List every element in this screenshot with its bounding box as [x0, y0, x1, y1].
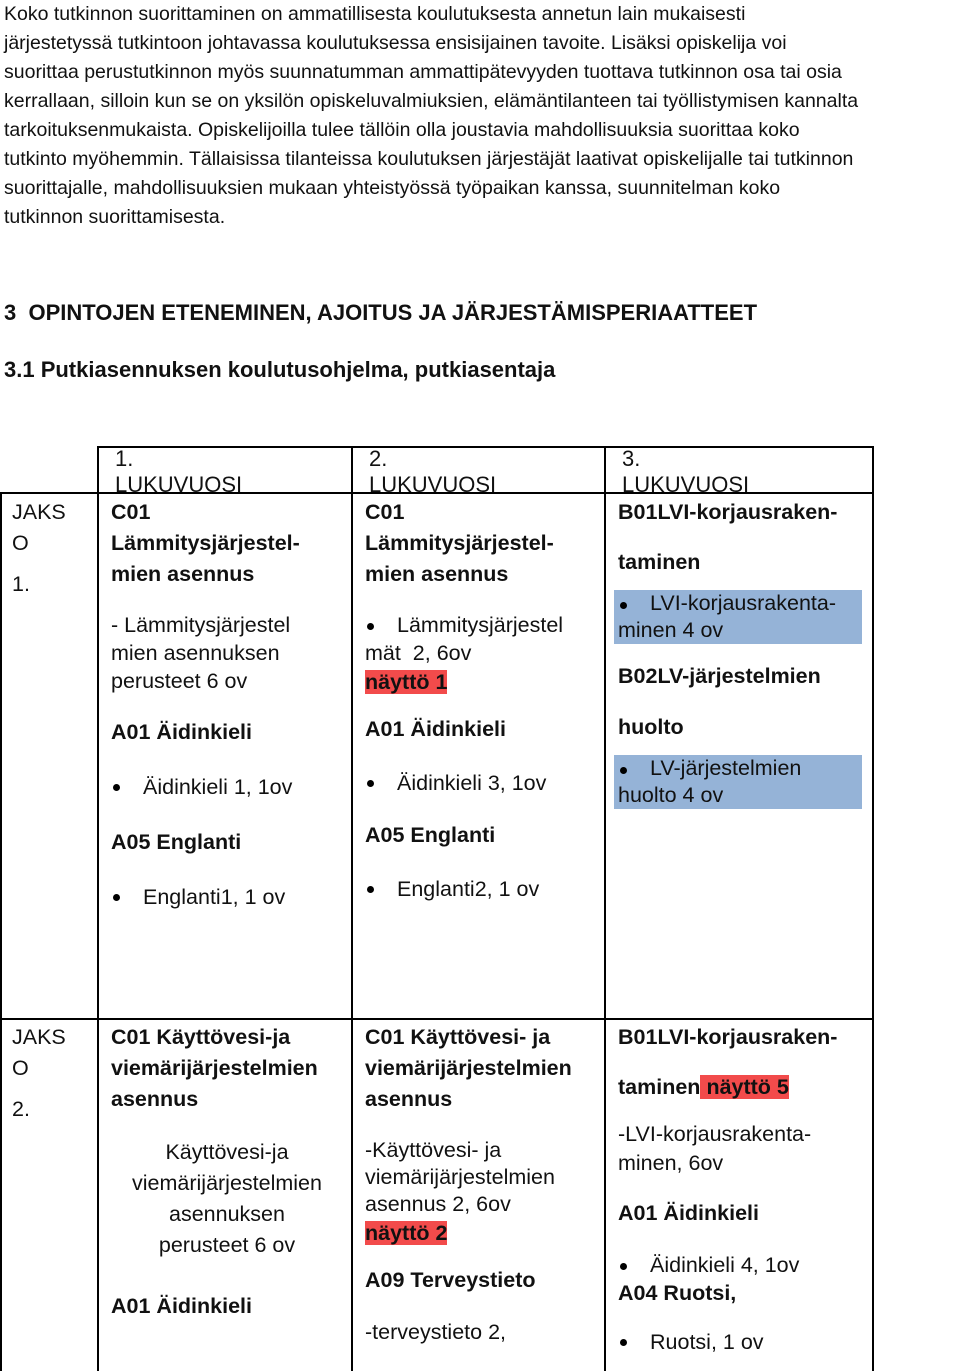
- intro-line: suorittajalle, mahdollisuuksien mukaan yhteistyössä työpaikan kanssa, suunnitelman koko: [4, 177, 781, 199]
- row2-year3-cell: B01LVI-korjausraken- taminen näyttö 5 -LVI-korjausrakenta- minen, 6ov A01 Äidinkieli Äidinkieli 4, 1ov A04 Ruotsi, Ruotsi, 1 ov: [618, 1022, 868, 1358]
- row-label-jakso-1: JAKS O 1.: [12, 500, 66, 596]
- list-item: LVI-korjausrakenta-: [618, 590, 862, 617]
- intro-line: Koko tutkinnon suorittaminen on ammatillisesta koulutuksesta annetun lain mukaisesti: [4, 3, 746, 25]
- list-item: Lämmitysjärjestel: [365, 611, 601, 639]
- table-col-divider: [604, 446, 606, 1371]
- row1-year1-cell: C01 Lämmitysjärjestel- mien asennus - Lämmitysjärjestel mien asennuksen perusteet 6 ov A01 Äidinkieli Äidinkieli 1, 1ov A05 Englanti Englanti1, 1 ov: [111, 497, 347, 913]
- naytto-badge: näyttö 1: [365, 670, 448, 694]
- list-item: LV-järjestelmien: [618, 755, 862, 782]
- header-year-2: 2. LUKUVUOSI: [369, 446, 497, 497]
- intro-line: suorittaa perustutkinnon myös suunnatumman ammattipätevyyden tuottava tutkinnon osa tai osia: [4, 61, 842, 83]
- list-item: Englanti1, 1 ov: [111, 882, 347, 913]
- table-col-divider: [97, 446, 99, 1371]
- list-item: Äidinkieli 4, 1ov: [618, 1251, 868, 1279]
- intro-line: tutkinnon suorittamisesta.: [4, 206, 226, 228]
- row2-year1-cell: C01 Käyttövesi-ja viemärijärjestelmien asennus Käyttövesi-ja viemärijärjestelmien asennuksen perusteet 6 ov A01 Äidinkieli: [111, 1025, 322, 1318]
- table-border-left: [0, 492, 2, 1371]
- table-border-row2-top: [0, 1018, 874, 1020]
- naytto-badge: näyttö 2: [365, 1221, 448, 1245]
- table-border-right: [872, 446, 874, 1371]
- list-item: Äidinkieli 3, 1ov: [365, 768, 601, 799]
- intro-line: tarkoituksenmukaista. Opiskelijoilla tulee tällöin olla joustavia mahdollisuuksia suorittaa koko: [4, 119, 800, 141]
- header-year-1: 1. LUKUVUOSI: [115, 446, 243, 497]
- subsection-heading: 3.1 Putkiasennuksen koulutusohjelma, putkiasentaja: [4, 357, 556, 382]
- naytto-badge: näyttö 5: [700, 1075, 788, 1099]
- row2-year2-cell: C01 Käyttövesi- ja viemärijärjestelmien asennus -Käyttövesi- ja viemärijärjestelmien asennus 2, 6ov näyttö 2 A09 Terveystieto -terveystieto 2,: [365, 1025, 572, 1344]
- list-item: Äidinkieli 1, 1ov: [111, 772, 347, 803]
- highlighted-list-item: LV-järjestelmien huolto 4 ov: [614, 755, 862, 809]
- table-col-divider: [351, 446, 353, 1371]
- intro-paragraph: [4, 0, 956, 232]
- intro-line: tutkinto myöhemmin. Tällaisissa tilanteissa koulutuksen järjestäjät laativat opiskelijalle tai tutkinnon: [4, 148, 854, 170]
- intro-line: järjestetyssä tutkintoon johtavassa koulutuksessa ensisijainen tavoite. Lisäksi opiskelija voi: [4, 32, 787, 54]
- list-item: Englanti2, 1 ov: [365, 874, 601, 905]
- row1-year2-cell: C01 Lämmitysjärjestel- mien asennus Lämmitysjärjestel mät 2, 6ov näyttö 1 A01 Äidinkieli Äidinkieli 3, 1ov A05 Englanti Englanti2, 1 ov: [365, 497, 601, 905]
- section-heading: 3 OPINTOJEN ETENEMINEN, AJOITUS JA JÄRJESTÄMISPERIAATTEET: [4, 300, 758, 325]
- header-year-3: 3. LUKUVUOSI: [622, 446, 750, 497]
- intro-line: kerrallaan, silloin kun se on yksilön opiskeluvalmiuksien, elämäntilanteen tai työllistymisen kannalta: [4, 90, 859, 112]
- list-item: Ruotsi, 1 ov: [618, 1327, 868, 1358]
- row1-year3-cell: B01LVI-korjausraken- taminen LVI-korjausrakenta- minen 4 ov B02LV-järjestelmien huolto LV-järjestelmien huolto 4 ov: [618, 497, 868, 809]
- highlighted-list-item: LVI-korjausrakenta- minen 4 ov: [614, 590, 862, 644]
- row-label-jakso-2: JAKS O 2.: [12, 1025, 66, 1121]
